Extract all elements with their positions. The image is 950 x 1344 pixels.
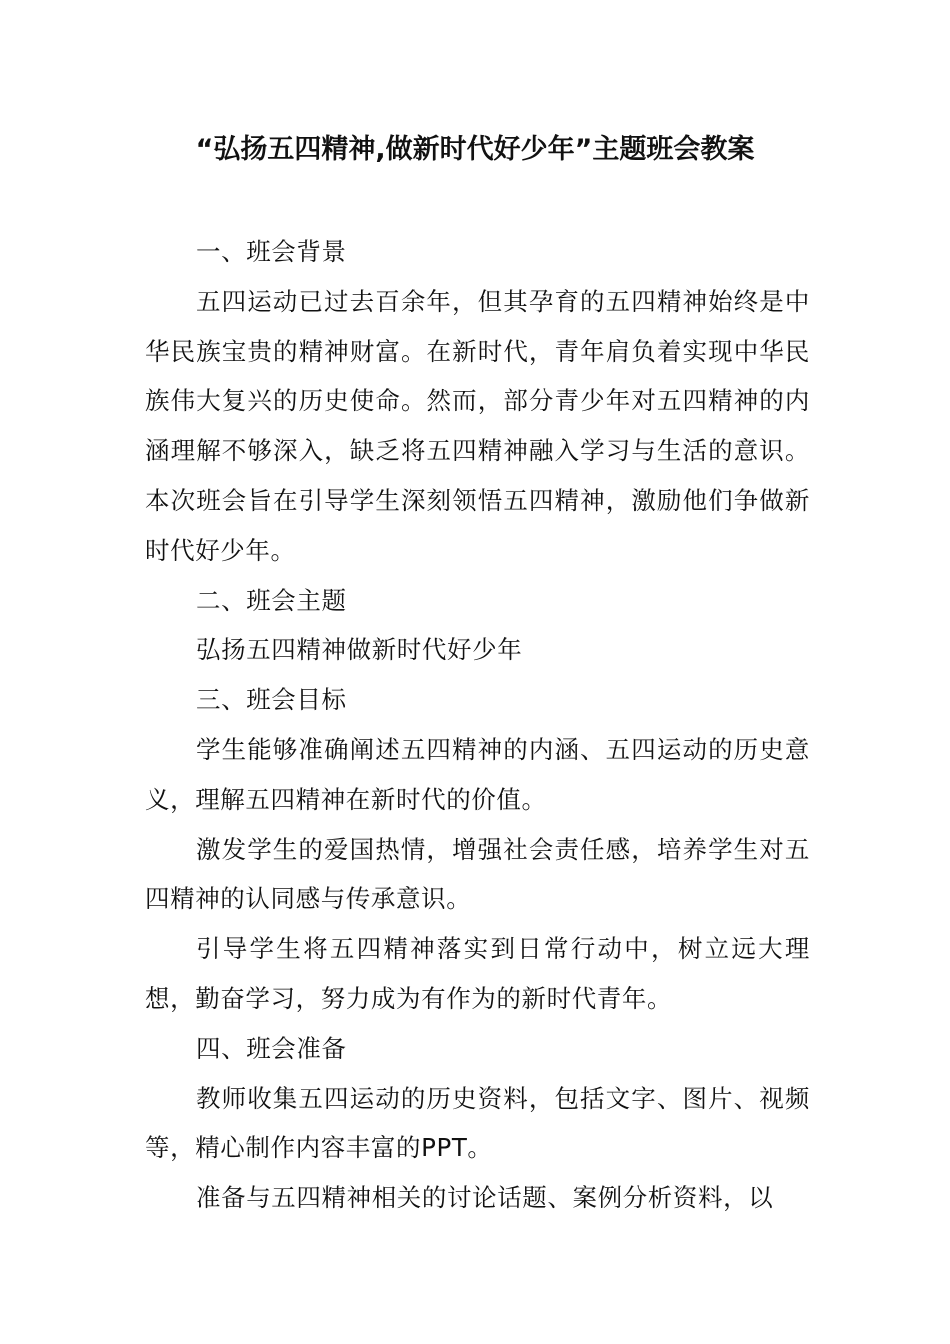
paragraph-background: 五四运动已过去百余年，但其孕育的五四精神始终是中华民族宝贵的精神财富。在新时代，青年肩负着实现中华民族伟大复兴的历史使命。然而，部分青少年对五四精神的内涵理解不够深入，缺乏将五四精神融入学习与生活的意识。本次班会旨在引导学生深刻领悟五四精神，激励他们争做新时代好少年。	[145, 286, 810, 565]
paragraph-goal-2: 激发学生的爱国热情，增强社会责任感，培养学生对五四精神的认同感与传承意识。	[145, 834, 810, 914]
section-heading-theme: 二、班会主题	[196, 585, 347, 615]
document-body	[145, 227, 810, 1223]
section-heading-preparation: 四、班会准备	[196, 1033, 347, 1063]
section-heading-goals: 三、班会目标	[196, 685, 347, 715]
paragraph-goal-1: 学生能够准确阐述五四精神的内涵、五四运动的历史意义，理解五四精神在新时代的价值。	[145, 734, 810, 814]
paragraph-preparation-2: 准备与五四精神相关的讨论话题、案例分析资料，以	[196, 1183, 774, 1213]
page-title: “弘扬五四精神,做新时代好少年”主题班会教案	[195, 134, 755, 165]
paragraph-theme: 弘扬五四精神做新时代好少年	[196, 635, 523, 665]
paragraph-goal-3: 引导学生将五四精神落实到日常行动中，树立远大理想，勤奋学习，努力成为有作为的新时代青年。	[145, 934, 810, 1013]
paragraph-preparation-1: 教师收集五四运动的历史资料，包括文字、图片、视频等，精心制作内容丰富的PPT。	[145, 1083, 810, 1163]
section-heading-background: 一、班会背景	[196, 237, 347, 266]
